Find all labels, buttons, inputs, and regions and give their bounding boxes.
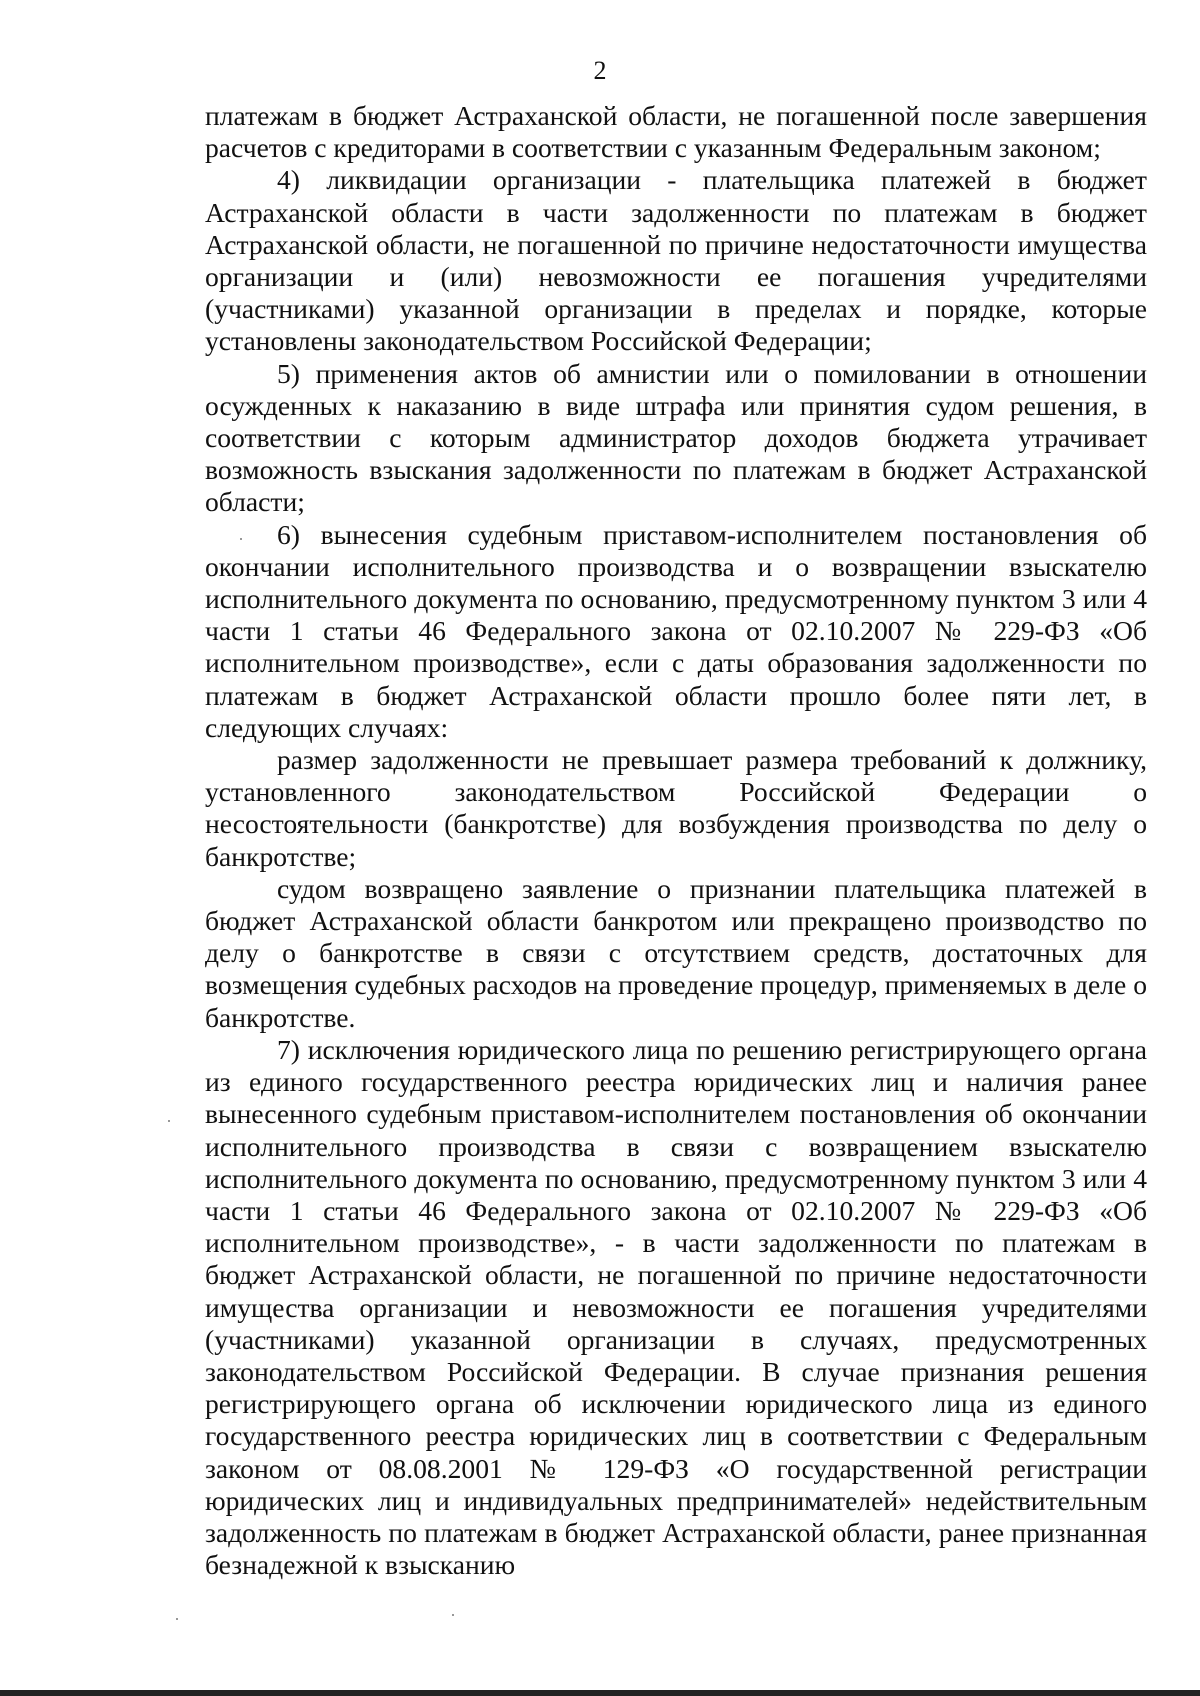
scan-speck xyxy=(240,538,242,540)
page-number: 2 xyxy=(593,56,607,85)
paragraph-case-debt-size: размер задолженности не превышает размера требований к должнику, установленного законодательством Российской Федерации о несостоятельности (банкротстве) для возбуждения производства по делу о банкротстве; xyxy=(205,744,1147,872)
document-body xyxy=(205,100,1147,1581)
scan-speck xyxy=(168,1120,170,1122)
scan-speck xyxy=(452,1614,454,1616)
paragraph-item-5: 5) применения актов об амнистии или о помиловании в отношении осужденных к наказанию в виде штрафа или принятия судом решения, в соответствии с которым администратор доходов бюджета утрачивает возможность взыскания задолженности по платежам в бюджет Астраханской области; xyxy=(205,357,1147,518)
paragraph-item-6: 6) вынесения судебным приставом-исполнителем постановления об окончании исполнительного производства и о возвращении взыскателю исполнительного документа по основанию, предусмотренному пунктом 3 или 4 части 1 статьи 46 Федерального закона от 02.10.2007 № 229-ФЗ «Об исполнительном производстве», если с даты образования задолженности по платежам в бюджет Астраханской области прошло более пяти лет, в следующих случаях: xyxy=(205,518,1147,743)
paragraph-item-7: 7) исключения юридического лица по решению регистрирующего органа из единого государственного реестра юридических лиц и наличия ранее вынесенного судебным приставом-исполнителем постановления об окончании исполнительного производства в связи с возвращением взыскателю исполнительного документа по основанию, предусмотренному пунктом 3 или 4 части 1 статьи 46 Федерального закона от 02.10.2007 № 229-ФЗ «Об исполнительном производстве», - в части задолженности по платежам в бюджет Астраханской области, не погашенной по причине недостаточности имущества организации и невозможности ее погашения учредителями (участниками) указанной организации в случаях, предусмотренных законодательством Российской Федерации. В случае признания решения регистрирующего органа об исключении юридического лица из единого государственного реестра юридических лиц в соответствии с Федеральным законом от 08.08.2001 № 129-ФЗ «О государственной регистрации юридических лиц и индивидуальных предпринимателей» недействительным задолженность по платежам в бюджет Астраханской области, ранее признанная безнадежной к взысканию xyxy=(205,1033,1147,1581)
paragraph-item-4: 4) ликвидации организации - плательщика платежей в бюджет Астраханской области в части задолженности по платежам в бюджет Астраханской области, не погашенной по причине недостаточности имущества организации и (или) невозможности ее погашения учредителями (участниками) указанной организации в пределах и порядке, которые установлены законодательством Российской Федерации; xyxy=(205,164,1147,357)
scan-bottom-edge xyxy=(0,1690,1200,1696)
paragraph-case-bankruptcy: судом возвращено заявление о признании плательщика платежей в бюджет Астраханской области банкротом или прекращено производство по делу о банкротстве в связи с отсутствием средств, достаточных для возмещения судебных расходов на проведение процедур, применяемых в деле о банкротстве. xyxy=(205,872,1147,1033)
paragraph-continuation: платежам в бюджет Астраханской области, не погашенной после завершения расчетов с кредиторами в соответствии с указанным Федеральным законом; xyxy=(205,100,1147,164)
scan-speck xyxy=(176,1618,178,1620)
